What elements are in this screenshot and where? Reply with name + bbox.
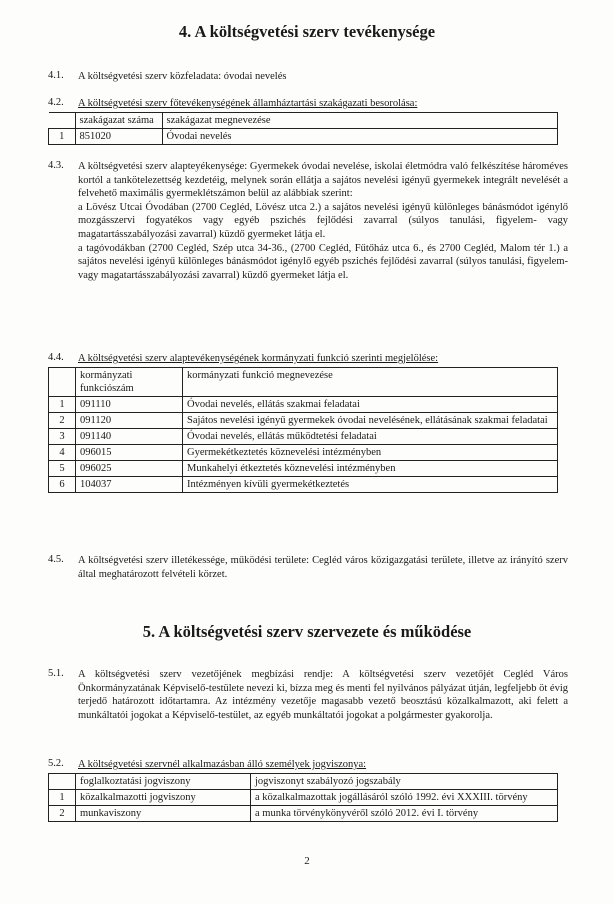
section-4-3-item-2: a tagóvodákban (2700 Cegléd, Szép utca 34-36., (2700 Cegléd, Fűtőház utca 6., és 2700 Cegléd, Malom tér 1.) a sajátos nevelési igényű különleges bánásmódot igénylő egyéb pszichés fejlődési zavarral (súlyos tanulási, figyelem- vagy magatartásszabályozási zavarral) küzdő gyermeket látja el. — [78, 242, 568, 281]
section-4-3-body — [78, 160, 568, 282]
table-cell: 851020 — [75, 129, 162, 145]
table-cell: 091120 — [76, 413, 183, 429]
table-cell: Óvodai nevelés, ellátás szakmai feladatai — [183, 397, 558, 413]
section-4-2-text: A költségvetési szerv főtevékenységének államháztartási szakágazati besorolása: — [78, 98, 418, 109]
table-cell — [49, 368, 76, 397]
table-cell: 091140 — [76, 429, 183, 445]
table-cell: Gyermekétkeztetés köznevelési intézményben — [183, 445, 558, 461]
table-cell: Óvodai nevelés, ellátás működtetési feladatai — [183, 429, 558, 445]
table-header-row — [49, 113, 558, 129]
table-row — [49, 477, 558, 493]
table-row — [49, 461, 558, 477]
table-cell: 096015 — [76, 445, 183, 461]
section-4-1-text: A költségvetési szerv közfeladata: óvodai nevelés — [78, 71, 287, 82]
section-5-title: 5. A költségvetési szerv szervezete és működése — [142, 622, 472, 641]
table-row — [49, 790, 558, 806]
table-cell: 6 — [49, 477, 76, 493]
table-cell: 3 — [49, 429, 76, 445]
section-4-title: 4. A költségvetési szerv tevékenysége — [178, 22, 436, 41]
table-header-row — [49, 774, 558, 790]
government-function-table — [48, 367, 558, 493]
table-header: kormányzati funkció megnevezése — [183, 368, 558, 397]
table-cell: 1 — [49, 397, 76, 413]
table-header: foglalkoztatási jogviszony — [76, 774, 251, 790]
table-header: kormányzati funkciószám — [76, 368, 183, 397]
table-cell: munkaviszony — [76, 806, 251, 822]
section-5-1-number: 5.1. — [48, 668, 64, 679]
section-4-3-number: 4.3. — [48, 160, 64, 171]
table-row — [49, 806, 558, 822]
table-cell: közalkalmazotti jogviszony — [76, 790, 251, 806]
table-cell: 104037 — [76, 477, 183, 493]
table-cell: 096025 — [76, 461, 183, 477]
table-cell: Munkahelyi étkeztetés köznevelési intézményben — [183, 461, 558, 477]
table-cell: a közalkalmazottak jogállásáról szóló 1992. évi XXXIII. törvény — [251, 790, 558, 806]
table-cell: Intézményen kívüli gyermekétkeztetés — [183, 477, 558, 493]
table-cell: 5 — [49, 461, 76, 477]
table-header: szakágazat megnevezése — [162, 113, 558, 129]
table-header: szakágazat száma — [75, 113, 162, 129]
table-row — [49, 429, 558, 445]
table-cell: 1 — [49, 129, 76, 145]
table-cell: Sajátos nevelési igényű gyermekek óvodai nevelésének, ellátásának szakmai feladatai — [183, 413, 558, 429]
table-cell: 091110 — [76, 397, 183, 413]
table-cell: 4 — [49, 445, 76, 461]
section-4-3-text: A költségvetési szerv alapteyékenysége: Gyermekek óvodai nevelése, iskolai életmódra való felkészítése hároméves kortól a tankötelezettség kezdetéig, melynek során ellátja a sajátos nevelési igényű gyermekek integrált nevelését a felvehető maximális gyermeklétszámon belül az alábbiak szerint: — [78, 161, 568, 200]
table-cell — [49, 774, 76, 790]
table-cell: a munka törvénykönyvéről szóló 2012. évi I. törvény — [251, 806, 558, 822]
section-5-2-number: 5.2. — [48, 758, 64, 769]
section-4-3-item-1: a Lövész Utcai Óvodában (2700 Cegléd, Lövész utca 2.) a sajátos nevelési igényű különleges bánásmódot igénylő mozgásszervi fogyatékos vagy egyéb pszichés fejlődési zavarral (súlyos tanulási, figyelem- vagy magatartásszabályozási zavarral) küzdő gyermeket látja el. — [78, 201, 568, 240]
table-cell: 2 — [49, 413, 76, 429]
section-4-5-text: A költségvetési szerv illetékessége, működési területe: Cegléd város közigazgatási területe, illetve az irányító szerv által meghatározott felvételi körzet. — [78, 555, 568, 580]
table-cell: 1 — [49, 790, 76, 806]
section-4-4-number: 4.4. — [48, 352, 64, 363]
page-number: 2 — [304, 855, 310, 867]
section-4-2-number: 4.2. — [48, 97, 64, 108]
employment-relationship-table — [48, 773, 558, 822]
table-row — [49, 413, 558, 429]
activity-classification-table — [48, 112, 558, 145]
table-row — [49, 397, 558, 413]
section-5-2-text: A költségvetési szervnél alkalmazásban álló személyek jogviszonya: — [78, 759, 367, 770]
section-4-4-text: A költségvetési szerv alaptevékenységének kormányzati funkció szerinti megjelölése: — [78, 353, 439, 364]
table-cell — [49, 113, 76, 129]
table-header: jogviszonyt szabályozó jogszabály — [251, 774, 558, 790]
section-5-1-text: A költségvetési szerv vezetőjének megbízási rendje: A költségvetési szerv vezetőjét Cegléd Város Önkormányzatának Képviselő-testülete nevezi ki, bízza meg és menti fel nyilvános pályázat útján, legfeljebb öt évig terjedő határozott időtartamra. Az intézmény vezetője magasabb vezető beosztású közalkalmazott, aki felett a munkáltatói jogokat a Képviselő-testület, az egyéb munkáltatói jogokat a polgármester gyakorolja. — [78, 669, 568, 721]
table-header-row — [49, 368, 558, 397]
table-cell: 2 — [49, 806, 76, 822]
table-cell: Óvodai nevelés — [162, 129, 558, 145]
section-4-1-number: 4.1. — [48, 70, 64, 81]
section-4-5-number: 4.5. — [48, 554, 64, 565]
table-row — [49, 445, 558, 461]
table-row — [49, 129, 558, 145]
